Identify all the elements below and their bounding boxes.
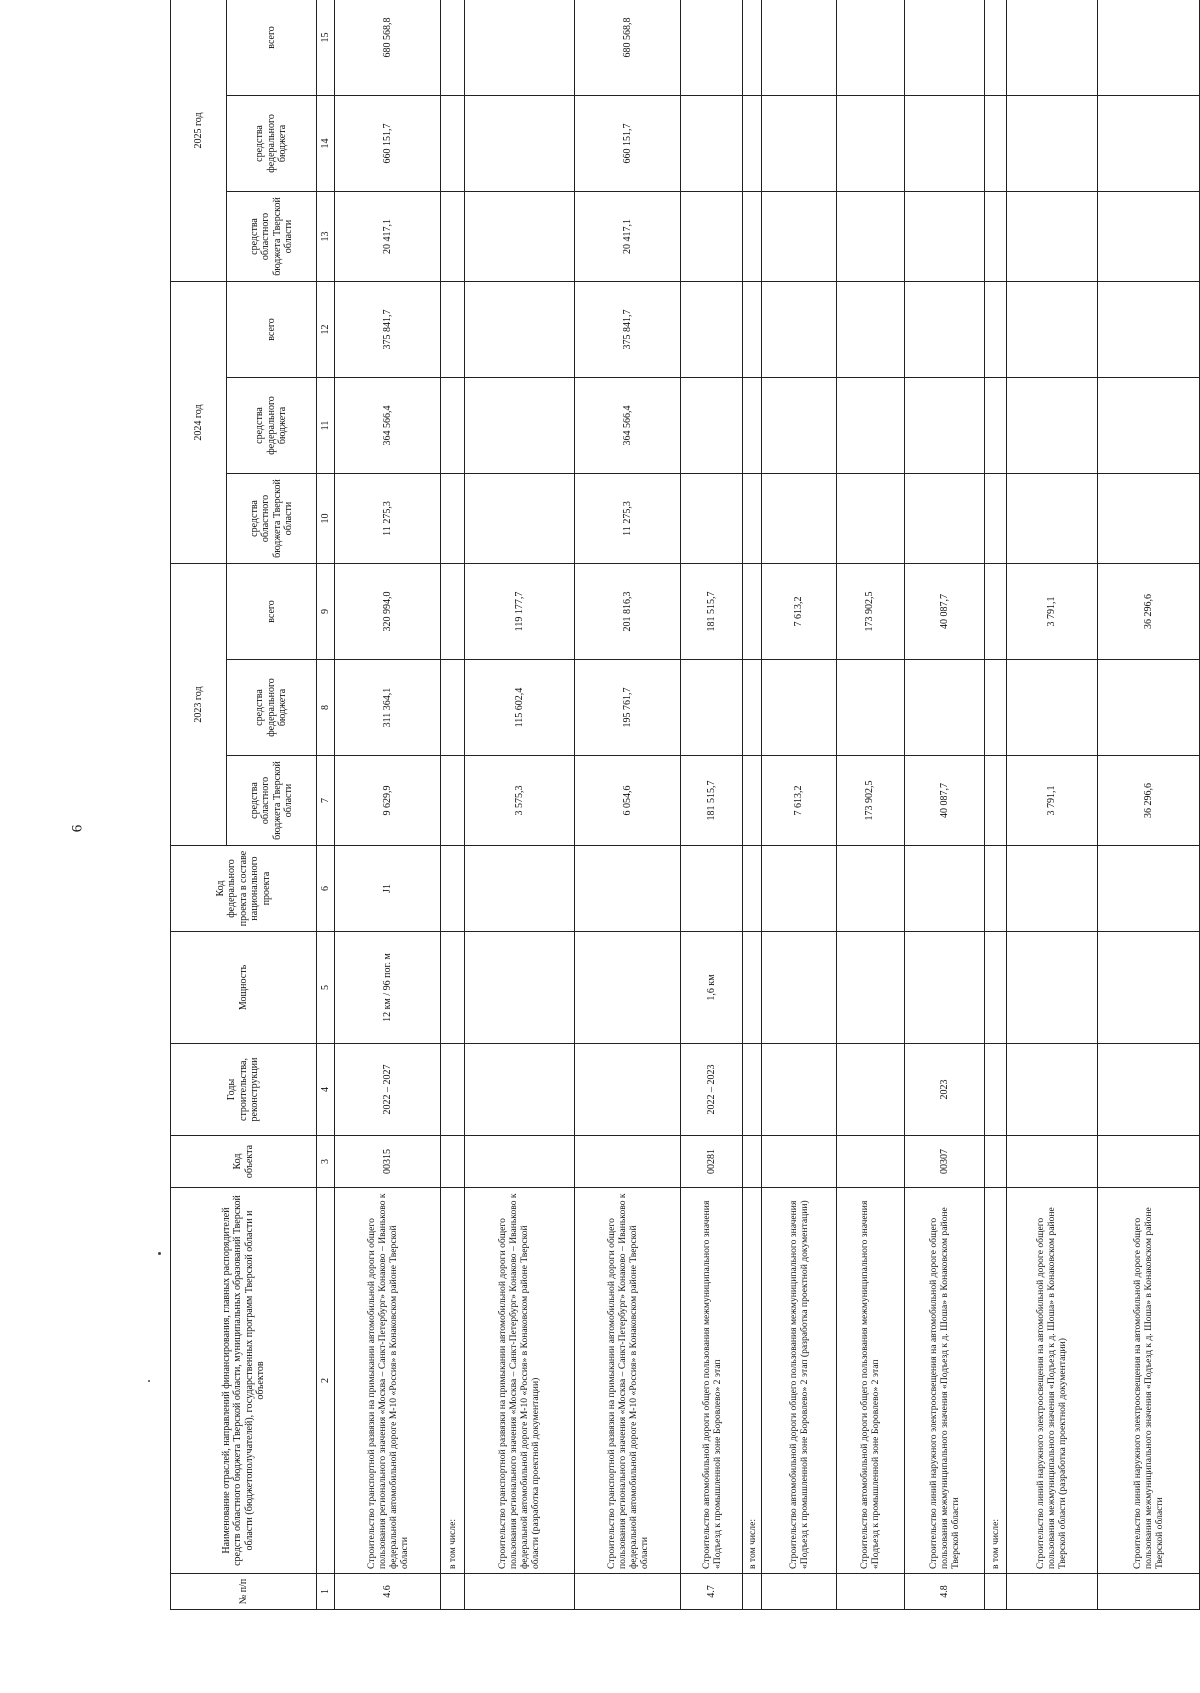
table-row — [441, 0, 464, 1610]
total-2024 — [762, 281, 836, 377]
object-code — [575, 1136, 681, 1188]
construction-years: 2022 – 2027 — [335, 1044, 441, 1136]
federal-2024 — [762, 377, 836, 473]
row-number — [762, 1574, 836, 1610]
column-number: 1 — [317, 1574, 335, 1610]
total-2023 — [743, 563, 762, 659]
construction-years: 2022 – 2023 — [681, 1044, 743, 1136]
header-code: Код объекта — [171, 1136, 317, 1188]
total-2024 — [681, 281, 743, 377]
regional-2023: 40 087,7 — [904, 756, 985, 846]
federal-project-code — [681, 846, 743, 932]
regional-2025 — [743, 191, 762, 281]
row-number — [1006, 1574, 1097, 1610]
header-regional-2023: средства областного бюджета Тверской области — [227, 756, 317, 846]
federal-project-code — [836, 846, 904, 932]
object-code — [1097, 1136, 1199, 1188]
total-2024 — [1097, 281, 1199, 377]
header-years: Годы строительства, реконструкции — [171, 1044, 317, 1136]
column-number-row — [317, 0, 335, 1610]
row-name: Строительство транспортной развязки на примыкании автомобильной дороги общего пользования регионального значения «Москва – Санкт-Петербург» Конаково – Иваньково к федеральной автомобильной дороге М-10 «Россия» в Конаковском районе Тверской области — [335, 1188, 441, 1574]
object-code — [762, 1136, 836, 1188]
object-code — [836, 1136, 904, 1188]
column-number: 10 — [317, 473, 335, 563]
federal-2025 — [1097, 95, 1199, 191]
federal-2023 — [681, 660, 743, 756]
federal-project-code: J1 — [335, 846, 441, 932]
federal-2023 — [836, 660, 904, 756]
total-2024 — [743, 281, 762, 377]
capacity — [904, 932, 985, 1044]
federal-2025: 660 151,7 — [335, 95, 441, 191]
federal-2023: 115 602,4 — [464, 660, 575, 756]
header-total-2025: всего — [227, 0, 317, 95]
total-2024 — [464, 281, 575, 377]
total-2023: 7 613,2 — [762, 563, 836, 659]
regional-2024 — [1097, 473, 1199, 563]
federal-2025: 660 151,7 — [575, 95, 681, 191]
column-number: 9 — [317, 563, 335, 659]
federal-2025 — [985, 95, 1006, 191]
capacity — [464, 932, 575, 1044]
construction-years — [1006, 1044, 1097, 1136]
federal-2025 — [836, 95, 904, 191]
regional-2023 — [743, 756, 762, 846]
federal-2024 — [681, 377, 743, 473]
row-number: 4.8 — [904, 1574, 985, 1610]
header-num: № п/п — [171, 1574, 317, 1610]
total-2025 — [836, 0, 904, 95]
object-code — [985, 1136, 1006, 1188]
object-code — [743, 1136, 762, 1188]
header-year-2025: 2025 год — [171, 0, 227, 281]
column-number: 14 — [317, 95, 335, 191]
federal-project-code — [1097, 846, 1199, 932]
object-code: 00281 — [681, 1136, 743, 1188]
regional-2024: 11 275,3 — [335, 473, 441, 563]
object-code: 00315 — [335, 1136, 441, 1188]
regional-2025 — [1097, 191, 1199, 281]
capacity — [1097, 932, 1199, 1044]
total-2025: 680 568,8 — [335, 0, 441, 95]
header-federal-2024: средства федерального бюджета — [227, 377, 317, 473]
row-name: Строительство автомобильной дороги общего пользования межмуниципального значения «Подъезд к промышленной зоне Боровлево» 2 этап — [681, 1188, 743, 1574]
total-2023: 119 177,7 — [464, 563, 575, 659]
header-total-2023: всего — [227, 563, 317, 659]
federal-2024 — [836, 377, 904, 473]
construction-years — [985, 1044, 1006, 1136]
federal-2025 — [904, 95, 985, 191]
total-2024 — [441, 281, 464, 377]
total-2025 — [1006, 0, 1097, 95]
federal-2024 — [904, 377, 985, 473]
federal-project-code — [904, 846, 985, 932]
row-name: Строительство линий наружного электроосвещения на автомобильной дороге общего пользования межмуниципального значения «Подъезд к д. Шоша» в Конаковском районе Тверской области — [904, 1188, 985, 1574]
construction-years — [762, 1044, 836, 1136]
row-name: Строительство автомобильной дороги общего пользования межмуниципального значения «Подъезд к промышленной зоне Боровлево» 2 этап (разработка проектной документации) — [762, 1188, 836, 1574]
table-row — [575, 0, 681, 1610]
regional-2024 — [762, 473, 836, 563]
total-2024 — [1006, 281, 1097, 377]
column-number: 15 — [317, 0, 335, 95]
regional-2024 — [464, 473, 575, 563]
row-number — [464, 1574, 575, 1610]
regional-2024 — [904, 473, 985, 563]
row-number — [985, 1574, 1006, 1610]
total-2024: 375 841,7 — [335, 281, 441, 377]
federal-2024 — [985, 377, 1006, 473]
capacity — [762, 932, 836, 1044]
federal-2025 — [464, 95, 575, 191]
column-number: 2 — [317, 1188, 335, 1574]
header-row-years — [171, 0, 227, 1610]
header-name: Наименование отраслей, направлений финансирования, главных распорядителей средств областного бюджета Тверской области, муниципальных образований Тверской области (бюджетополучателей), государственных программ Тверской области и объектов — [171, 1188, 317, 1574]
regional-2024 — [836, 473, 904, 563]
regional-2023: 181 515,7 — [681, 756, 743, 846]
federal-project-code — [441, 846, 464, 932]
total-2025 — [762, 0, 836, 95]
federal-2024 — [441, 377, 464, 473]
header-federal-2023: средства федерального бюджета — [227, 660, 317, 756]
row-number — [575, 1574, 681, 1610]
table-row — [836, 0, 904, 1610]
construction-years — [441, 1044, 464, 1136]
column-number: 13 — [317, 191, 335, 281]
capacity — [441, 932, 464, 1044]
capacity: 12 км / 96 пог. м — [335, 932, 441, 1044]
regional-2025: 20 417,1 — [575, 191, 681, 281]
capacity — [575, 932, 681, 1044]
regional-2025 — [464, 191, 575, 281]
regional-2025 — [1006, 191, 1097, 281]
row-number — [836, 1574, 904, 1610]
federal-2023 — [1097, 660, 1199, 756]
federal-2024 — [1006, 377, 1097, 473]
federal-project-code — [1006, 846, 1097, 932]
federal-project-code — [743, 846, 762, 932]
row-number: 4.7 — [681, 1574, 743, 1610]
column-number: 12 — [317, 281, 335, 377]
federal-project-code — [985, 846, 1006, 932]
table-row — [762, 0, 836, 1610]
federal-2023: 311 364,1 — [335, 660, 441, 756]
regional-2023: 36 296,6 — [1097, 756, 1199, 846]
column-number: 11 — [317, 377, 335, 473]
regional-2024 — [1006, 473, 1097, 563]
regional-2023: 3 575,3 — [464, 756, 575, 846]
regional-2025 — [681, 191, 743, 281]
object-code — [1006, 1136, 1097, 1188]
regional-2023 — [441, 756, 464, 846]
table-row — [681, 0, 743, 1610]
regional-2023: 7 613,2 — [762, 756, 836, 846]
federal-2025 — [743, 95, 762, 191]
row-name: Строительство транспортной развязки на примыкании автомобильной дороги общего пользования регионального значения «Москва – Санкт-Петербург» Конаково – Иваньково к федеральной автомобильной дороге М-10 «Россия» в Конаковском районе Тверской области — [575, 1188, 681, 1574]
federal-2023 — [762, 660, 836, 756]
federal-2023 — [441, 660, 464, 756]
total-2023 — [441, 563, 464, 659]
federal-2023: 195 761,7 — [575, 660, 681, 756]
header-regional-2024: средства областного бюджета Тверской области — [227, 473, 317, 563]
regional-2023: 6 054,6 — [575, 756, 681, 846]
capacity — [1006, 932, 1097, 1044]
row-name: Строительство транспортной развязки на примыкании автомобильной дороги общего пользования регионального значения «Москва – Санкт-Петербург» Конаково – Иваньково к федеральной автомобильной дороге М-10 «Россия» в Конаковском районе Тверской области (разработка проектной документации) — [464, 1188, 575, 1574]
object-code: 00307 — [904, 1136, 985, 1188]
federal-2023 — [904, 660, 985, 756]
header-year-2024: 2024 год — [171, 281, 227, 563]
row-name: Строительство линий наружного электроосвещения на автомобильной дороге общего пользования межмуниципального значения «Подъезд к д. Шоша» в Конаковском районе Тверской области (разработка проектной документации) — [1006, 1188, 1097, 1574]
regional-2025 — [904, 191, 985, 281]
header-capacity: Мощность — [171, 932, 317, 1044]
header-regional-2025: средства областного бюджета Тверской области — [227, 191, 317, 281]
column-number: 3 — [317, 1136, 335, 1188]
total-2023: 3 791,1 — [1006, 563, 1097, 659]
scan-speck — [148, 1380, 150, 1382]
table-row — [464, 0, 575, 1610]
construction-years: 2023 — [904, 1044, 985, 1136]
header-total-2024: всего — [227, 281, 317, 377]
total-2025 — [681, 0, 743, 95]
federal-2023 — [743, 660, 762, 756]
federal-2024: 364 566,4 — [575, 377, 681, 473]
row-name: Строительство линий наружного электроосвещения на автомобильной дороге общего пользования межмуниципального значения «Подъезд к д. Шоша» в Конаковском районе Тверской области — [1097, 1188, 1199, 1574]
federal-2025 — [681, 95, 743, 191]
row-number: 4.6 — [335, 1574, 441, 1610]
regional-2025 — [836, 191, 904, 281]
total-2023 — [985, 563, 1006, 659]
regional-2025 — [985, 191, 1006, 281]
capacity — [836, 932, 904, 1044]
regional-2023: 9 629,9 — [335, 756, 441, 846]
page-number: 6 — [69, 824, 86, 833]
table-row — [743, 0, 762, 1610]
federal-2024 — [743, 377, 762, 473]
regional-2025: 20 417,1 — [335, 191, 441, 281]
row-name: в том числе: — [441, 1188, 464, 1574]
column-number: 6 — [317, 846, 335, 932]
total-2023: 36 296,6 — [1097, 563, 1199, 659]
column-number: 7 — [317, 756, 335, 846]
column-number: 8 — [317, 660, 335, 756]
federal-2025 — [441, 95, 464, 191]
column-number: 4 — [317, 1044, 335, 1136]
regional-2024: 11 275,3 — [575, 473, 681, 563]
total-2023: 201 816,3 — [575, 563, 681, 659]
total-2025 — [904, 0, 985, 95]
regional-2025 — [762, 191, 836, 281]
regional-2024 — [441, 473, 464, 563]
header-year-2023: 2023 год — [171, 563, 227, 845]
federal-2025 — [762, 95, 836, 191]
column-number: 5 — [317, 932, 335, 1044]
table-row — [1006, 0, 1097, 1610]
table-row — [335, 0, 441, 1610]
federal-2023 — [985, 660, 1006, 756]
object-code — [441, 1136, 464, 1188]
budget-table — [170, 0, 1200, 1610]
capacity — [743, 932, 762, 1044]
total-2024 — [904, 281, 985, 377]
total-2025 — [1097, 0, 1199, 95]
total-2025: 680 568,8 — [575, 0, 681, 95]
object-code — [464, 1136, 575, 1188]
construction-years — [836, 1044, 904, 1136]
federal-2025 — [1006, 95, 1097, 191]
header-federal-code: Код федерального проекта в составе национального проекта — [171, 846, 317, 932]
federal-2024: 364 566,4 — [335, 377, 441, 473]
row-name: в том числе: — [743, 1188, 762, 1574]
total-2025 — [743, 0, 762, 95]
table-row — [904, 0, 985, 1610]
construction-years — [743, 1044, 762, 1136]
row-number — [743, 1574, 762, 1610]
regional-2024 — [681, 473, 743, 563]
capacity — [985, 932, 1006, 1044]
regional-2023 — [985, 756, 1006, 846]
row-number — [1097, 1574, 1199, 1610]
regional-2023: 173 902,5 — [836, 756, 904, 846]
row-name: в том числе: — [985, 1188, 1006, 1574]
federal-2024 — [464, 377, 575, 473]
total-2023: 181 515,7 — [681, 563, 743, 659]
regional-2024 — [985, 473, 1006, 563]
total-2025 — [985, 0, 1006, 95]
capacity: 1,6 км — [681, 932, 743, 1044]
total-2023: 320 994,0 — [335, 563, 441, 659]
row-name: Строительство автомобильной дороги общего пользования межмуниципального значения «Подъезд к промышленной зоне Боровлево» 2 этап — [836, 1188, 904, 1574]
total-2024 — [836, 281, 904, 377]
total-2025 — [464, 0, 575, 95]
construction-years — [464, 1044, 575, 1136]
federal-project-code — [575, 846, 681, 932]
federal-project-code — [464, 846, 575, 932]
regional-2024 — [743, 473, 762, 563]
header-federal-2025: средства федерального бюджета — [227, 95, 317, 191]
scan-speck — [158, 1252, 161, 1255]
total-2025 — [441, 0, 464, 95]
federal-project-code — [762, 846, 836, 932]
regional-2023: 3 791,1 — [1006, 756, 1097, 846]
rotated-table-wrapper — [170, 17, 1200, 1610]
table-row — [985, 0, 1006, 1610]
construction-years — [575, 1044, 681, 1136]
table-body — [335, 0, 1200, 1610]
regional-2025 — [441, 191, 464, 281]
total-2023: 40 087,7 — [904, 563, 985, 659]
total-2024 — [985, 281, 1006, 377]
total-2023: 173 902,5 — [836, 563, 904, 659]
row-number — [441, 1574, 464, 1610]
federal-2024 — [1097, 377, 1199, 473]
federal-2023 — [1006, 660, 1097, 756]
total-2024: 375 841,7 — [575, 281, 681, 377]
construction-years — [1097, 1044, 1199, 1136]
table-row — [1097, 0, 1199, 1610]
